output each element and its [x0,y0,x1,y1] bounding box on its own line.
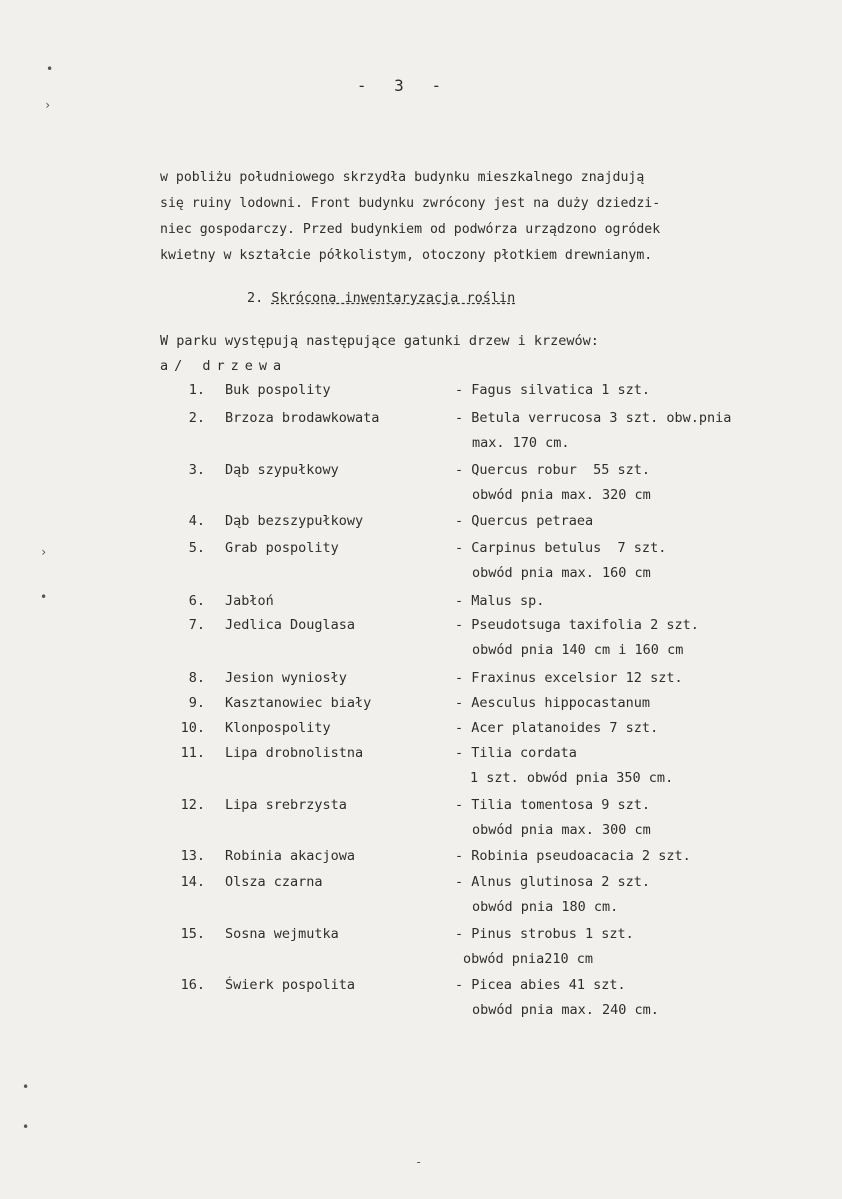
page-number: - 3 - [356,76,444,95]
tree-number: 9. [188,695,205,711]
tree-details: obwód pnia max. 240 cm. [472,1002,659,1018]
intro-line: niec gospodarczy. Przed budynkiem od podwórza urządzono ogródek [160,222,661,237]
tree-number: 2. [188,410,205,426]
tree-number: 12. [180,797,205,813]
tree-number: 16. [180,977,205,993]
list-subheading: a/ drzewa [160,358,288,374]
tree-number: 3. [188,462,205,478]
tree-number: 1. [188,382,205,398]
tree-latin-name: - Pinus strobus 1 szt. [455,926,634,942]
tree-latin-name: - Quercus robur 55 szt. [455,462,651,478]
tree-details: obwód pnia max. 160 cm [472,565,651,581]
tree-number: 15. [180,926,205,942]
tree-details: 1 szt. obwód pnia 350 cm. [470,770,674,786]
tree-polish-name: Lipa srebrzysta [225,797,347,813]
tree-polish-name: Lipa drobnolistna [225,745,364,761]
tree-polish-name: Świerk pospolita [225,977,356,993]
tree-number: 8. [188,670,205,686]
tree-number: 10. [180,720,205,736]
tree-polish-name: Jesion wyniosły [225,670,347,686]
tree-latin-name: - Betula verrucosa 3 szt. obw.pnia [455,410,732,426]
margin-mark: • [46,62,54,76]
tree-number: 7. [188,617,205,633]
tree-latin-name: - Picea abies 41 szt. [455,977,626,993]
tree-number: 6. [188,593,205,609]
tree-polish-name: Olsza czarna [225,874,323,890]
tree-details: obwód pnia max. 300 cm [472,822,651,838]
list-lead-text: W parku występują następujące gatunki drzew i krzewów: [160,333,599,349]
tree-polish-name: Dąb szypułkowy [225,462,339,478]
tree-latin-name: - Robinia pseudoacacia 2 szt. [455,848,691,864]
tree-details: obwód pnia 140 cm i 160 cm [472,642,684,658]
tree-polish-name: Jabłoń [225,593,274,609]
tree-latin-name: - Tilia cordata [455,745,577,761]
margin-mark: • [22,1120,30,1134]
tree-polish-name: Grab pospolity [225,540,339,556]
tree-latin-name: - Alnus glutinosa 2 szt. [455,874,651,890]
tree-details: obwód pnia210 cm [463,951,594,967]
tree-latin-name: - Fraxinus excelsior 12 szt. [455,670,683,686]
tree-latin-name: - Fagus silvatica 1 szt. [455,382,651,398]
tree-latin-name: - Aesculus hippocastanum [455,695,651,711]
tree-number: 11. [180,745,205,761]
intro-line: się ruiny lodowni. Front budynku zwrócony jest na duży dziedzi- [160,196,661,211]
tree-polish-name: Dąb bezszypułkowy [225,513,364,529]
tree-polish-name: Kasztanowiec biały [225,695,372,711]
tree-latin-name: - Quercus petraea [455,513,594,529]
tree-number: 14. [180,874,205,890]
margin-mark: • [40,590,48,604]
margin-mark: › [44,98,52,112]
tree-polish-name: Klonpospolity [225,720,331,736]
margin-mark: - [415,1155,423,1169]
margin-mark: › [40,545,48,559]
tree-polish-name: Jedlica Douglasa [225,617,356,633]
tree-latin-name: - Acer platanoides 7 szt. [455,720,659,736]
section-number: 2. [247,290,264,306]
section-title: Skrócona inwentaryzacja roślin [271,290,516,306]
tree-number: 5. [188,540,205,556]
tree-latin-name: - Malus sp. [455,593,545,609]
tree-number: 13. [180,848,205,864]
tree-latin-name: - Pseudotsuga taxifolia 2 szt. [455,617,699,633]
intro-line: w pobliżu południowego skrzydła budynku mieszkalnego znajdują [160,170,645,185]
tree-polish-name: Buk pospolity [225,382,331,398]
intro-line: kwietny w kształcie półkolistym, otoczony płotkiem drewnianym. [160,248,653,263]
tree-polish-name: Sosna wejmutka [225,926,339,942]
tree-number: 4. [188,513,205,529]
tree-latin-name: - Tilia tomentosa 9 szt. [455,797,651,813]
margin-mark: • [22,1080,30,1094]
tree-details: obwód pnia 180 cm. [472,899,619,915]
tree-polish-name: Brzoza brodawkowata [225,410,380,426]
tree-latin-name: - Carpinus betulus 7 szt. [455,540,667,556]
tree-polish-name: Robinia akacjowa [225,848,356,864]
tree-details: obwód pnia max. 320 cm [472,487,651,503]
tree-details: max. 170 cm. [472,435,570,451]
